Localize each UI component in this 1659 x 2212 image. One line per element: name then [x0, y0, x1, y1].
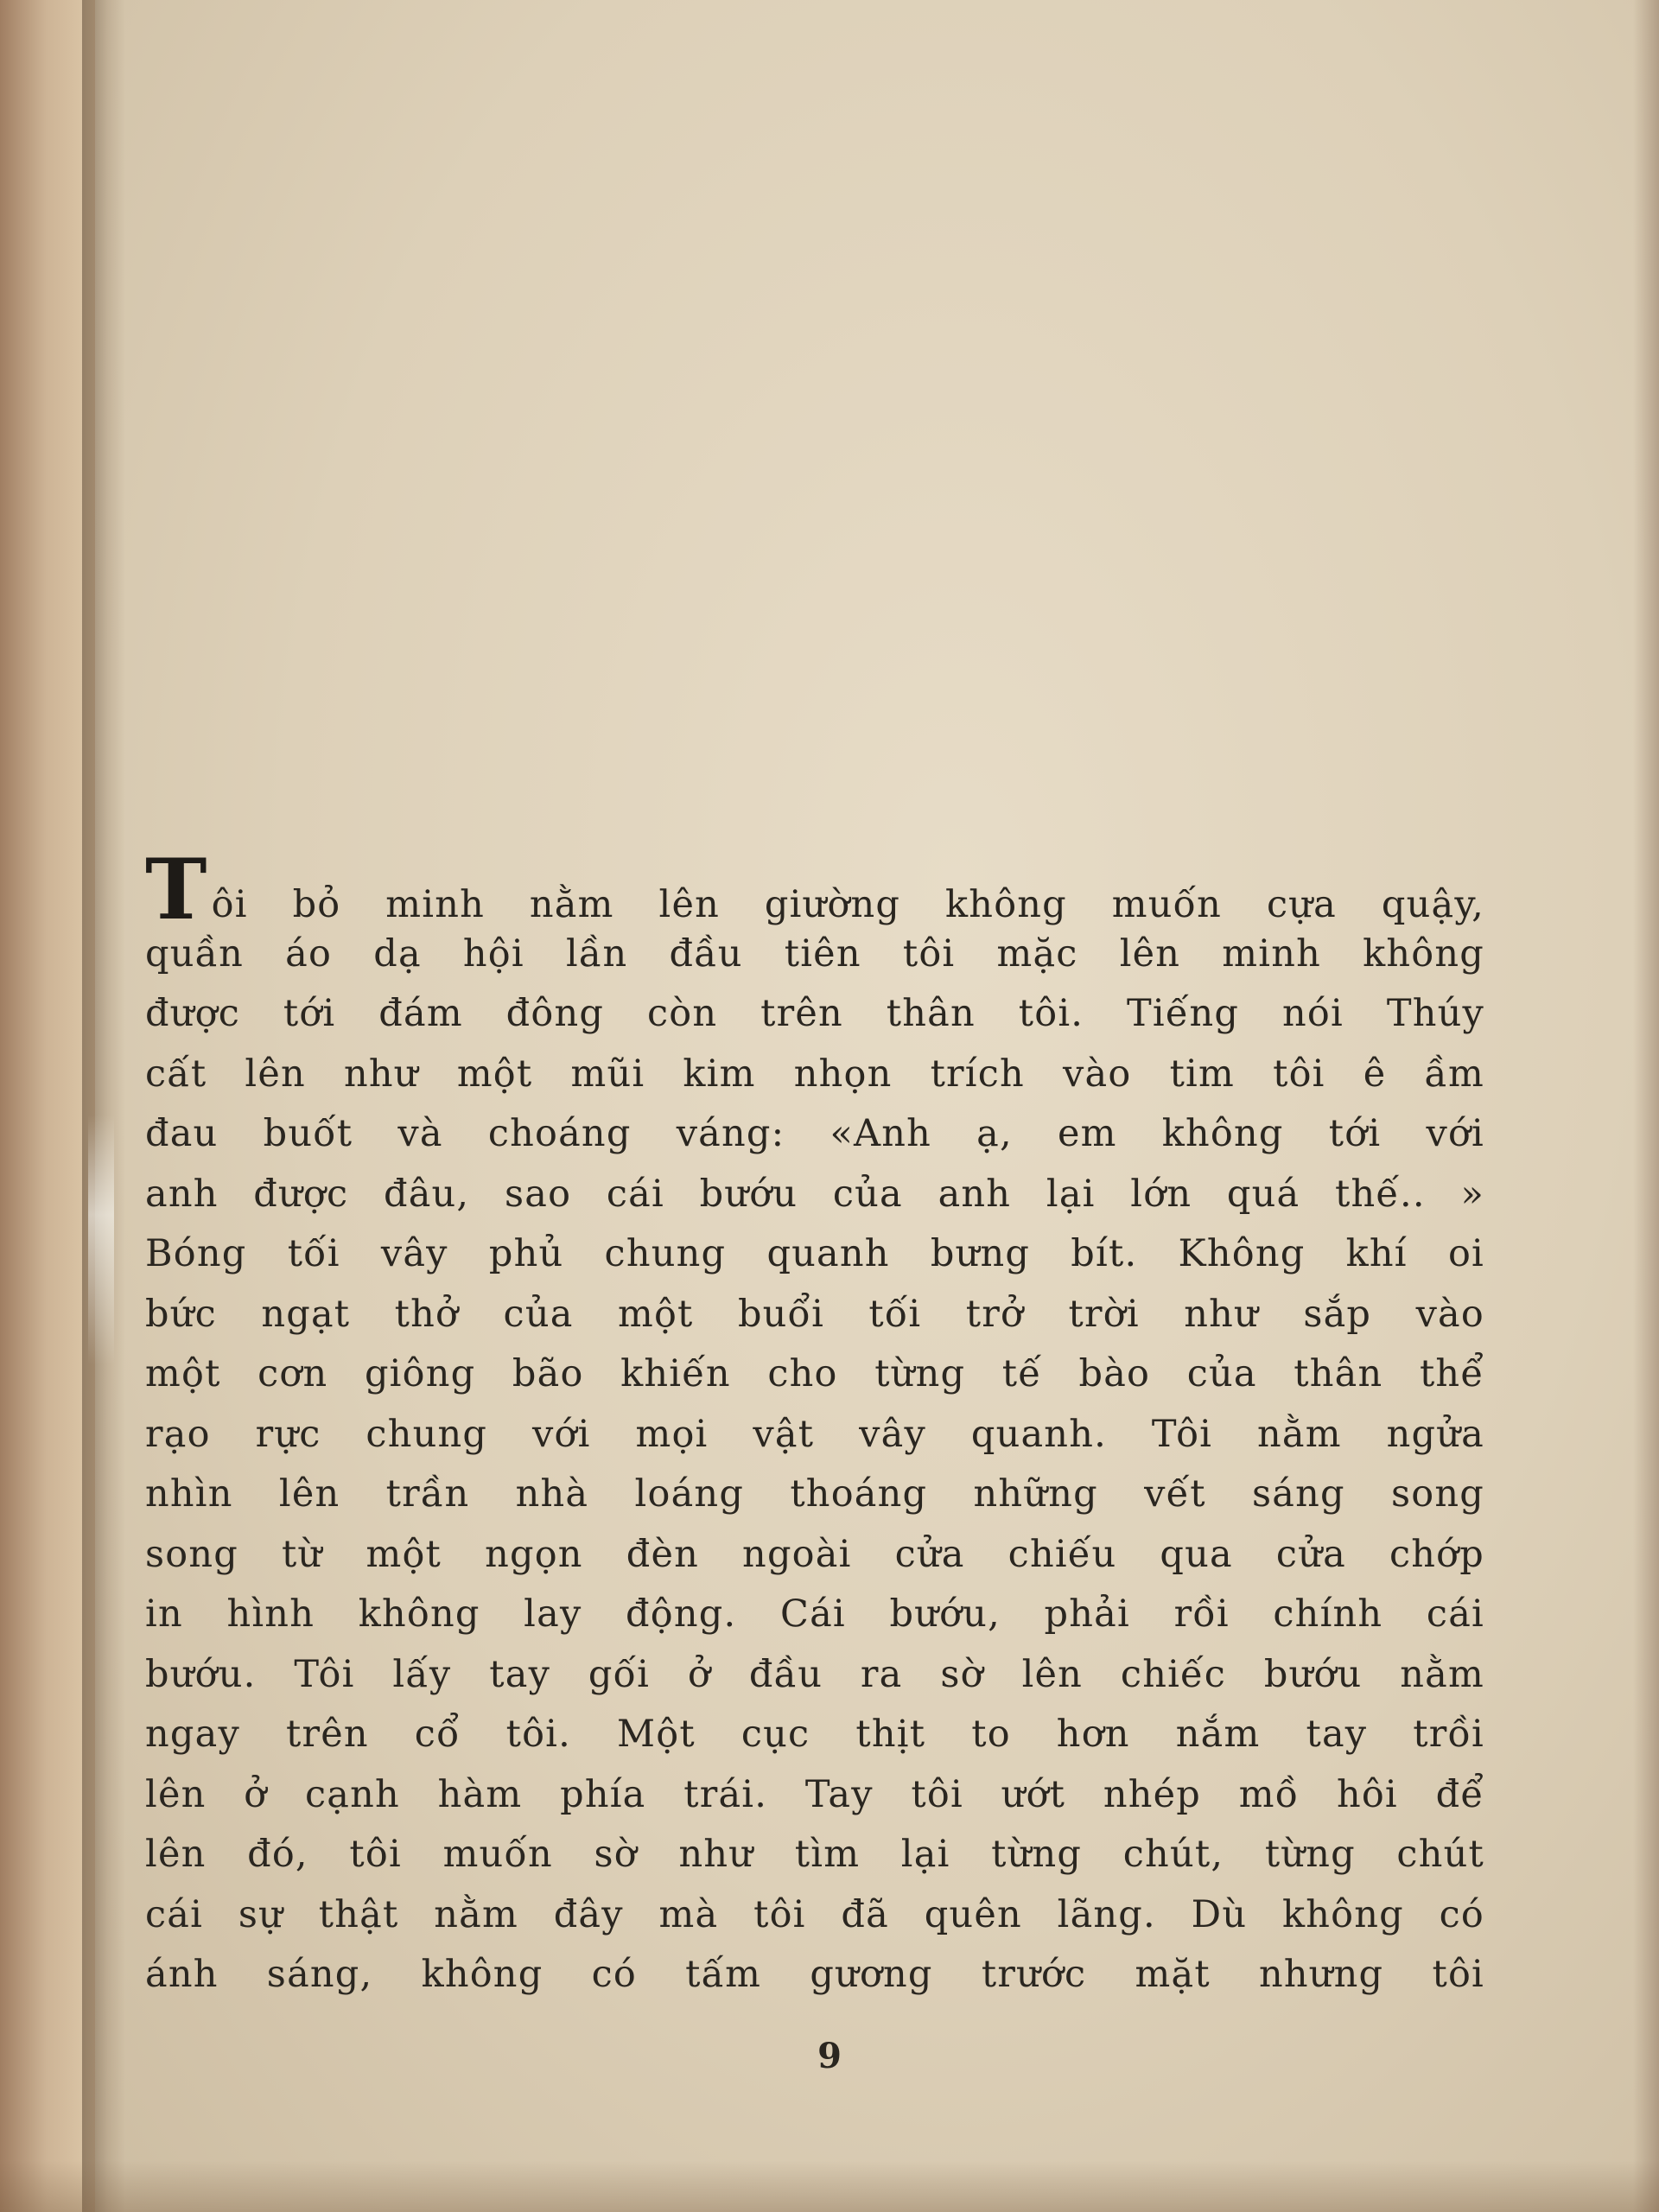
text-line: bức ngạt thở của một buổi tối trở trời như sắp vào [145, 1292, 1484, 1336]
text-line: song từ một ngọn đèn ngoài cửa chiếu qua cửa chớp [145, 1532, 1484, 1576]
text-line: ánh sáng, không có tấm gương trước mặt nhưng tôi [145, 1953, 1484, 1996]
text-line: nhìn lên trần nhà loáng thoáng những vết sáng song [145, 1472, 1484, 1516]
text-line: Bóng tối vây phủ chung quanh bưng bít. Không khí oi [145, 1232, 1484, 1275]
text-line: một cơn giông bão khiến cho từng tế bào của thân thể [145, 1352, 1484, 1395]
drop-cap: T [145, 841, 208, 938]
text-line: in hình không lay động. Cái bướu, phải rồi chính cái [145, 1592, 1484, 1636]
text-line: ngay trên cổ tôi. Một cục thịt to hơn nắm tay trồi [145, 1713, 1484, 1756]
right-edge-shadow [1633, 0, 1659, 2212]
text-line: lên đó, tôi muốn sờ như tìm lại từng chút, từng chút [145, 1833, 1484, 1876]
bottom-shadow [0, 2160, 1659, 2212]
text-line: quần áo dạ hội lần đầu tiên tôi mặc lên minh không [145, 931, 1484, 976]
text-line: cất lên như một mũi kim nhọn trích vào tim tôi ê ầm [145, 1052, 1484, 1096]
page-number: 9 [817, 2036, 842, 2076]
text-line: bướu. Tôi lấy tay gối ở đầu ra sờ lên chiếc bướu nằm [145, 1652, 1484, 1696]
text-line: được tới đám đông còn trên thân tôi. Tiếng nói Thúy [145, 992, 1484, 1035]
text-line: rạo rực chung với mọi vật vây quanh. Tôi nằm ngửa [145, 1412, 1484, 1456]
text-line: lên ở cạnh hàm phía trái. Tay tôi ướt nhép mồ hôi để [145, 1772, 1484, 1816]
text-line: anh được đâu, sao cái bướu của anh lại lớn quá thế.. » [145, 1172, 1484, 1216]
gutter-shadow [82, 0, 125, 2212]
text-line-content: ôi bỏ minh nằm lên giường không muốn cựa quậy, [211, 883, 1484, 926]
text-line [145, 841, 1484, 938]
spine-thread-mark [88, 1115, 114, 1365]
text-line: đau buốt và choáng váng: «Anh ạ, em không tới với [145, 1112, 1484, 1155]
body-text [145, 841, 1484, 2005]
text-line: cái sự thật nằm đây mà tôi đã quên lãng. Dù không có [145, 1892, 1484, 1936]
